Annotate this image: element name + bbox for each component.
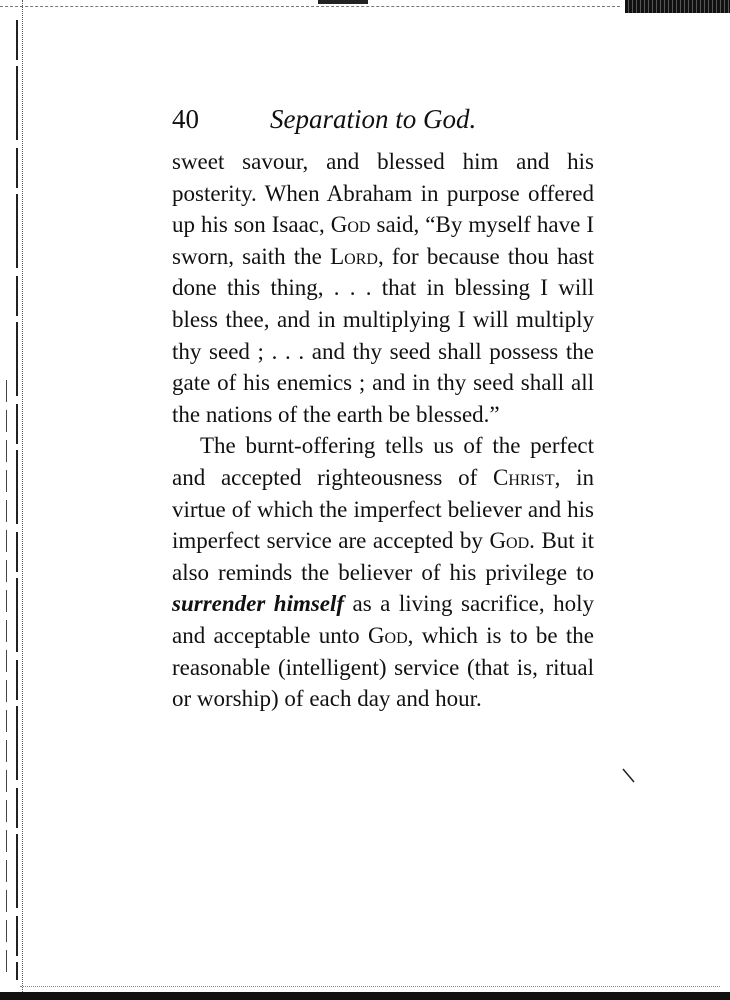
paragraph-2-text: , which is to be the reasonable (intelligent) service (that is, ritual or worship) of each day and hour. [172, 622, 594, 712]
paragraph-2 [172, 430, 594, 714]
italic-emphasis: surrender himself [172, 591, 345, 617]
small-caps-lord: Lord [330, 243, 378, 269]
small-caps-god: God [330, 212, 371, 238]
paragraph-2-text: , in virtue of which the imperfect believer and his imperfect service are accepted by [172, 464, 595, 554]
book-page [172, 100, 594, 715]
scan-binding-line [16, 20, 18, 980]
scan-left-edge [0, 0, 23, 1000]
paragraph-1-text: , for because thou hast done this thing, . . . that in blessing I will bless thee, and in multiplying I will multiply thy seed ; . . . and thy seed shall possess the gate of his enemics ; and in thy seed shall all the nations of the earth be blessed.” [172, 243, 594, 427]
paragraph-2-text: The burnt-offering tells us of the perfect and accepted righteousness of [172, 433, 594, 490]
stray-pen-mark [622, 768, 636, 784]
page-number: 40 [172, 104, 199, 134]
scan-ink-blot [318, 0, 368, 4]
scan-corner-bar [625, 0, 730, 13]
scan-bottom-bar [0, 992, 730, 1000]
scan-top-rule [0, 6, 620, 8]
small-caps-god: God [489, 528, 530, 554]
paragraph-2-text: as a living sacrifice, holy and acceptable unto [172, 591, 594, 648]
scan-binding-line-inner [6, 380, 7, 980]
small-caps-god: God [367, 622, 408, 648]
scan-bottom-rule [20, 986, 720, 988]
paragraph-2-text: . But it also reminds the believer of his privilege to [172, 528, 595, 585]
running-head [172, 100, 594, 146]
paragraph-1 [172, 146, 594, 430]
small-caps-christ: Christ [493, 464, 555, 490]
paragraph-1-text: sweet savour, and blessed him and his posterity. When Abraham in purpose offered up his son Isaac, [172, 149, 594, 238]
paragraph-1-text: said, “By myself have I sworn, saith the [172, 212, 594, 269]
running-title: Separation to God. [270, 104, 477, 134]
